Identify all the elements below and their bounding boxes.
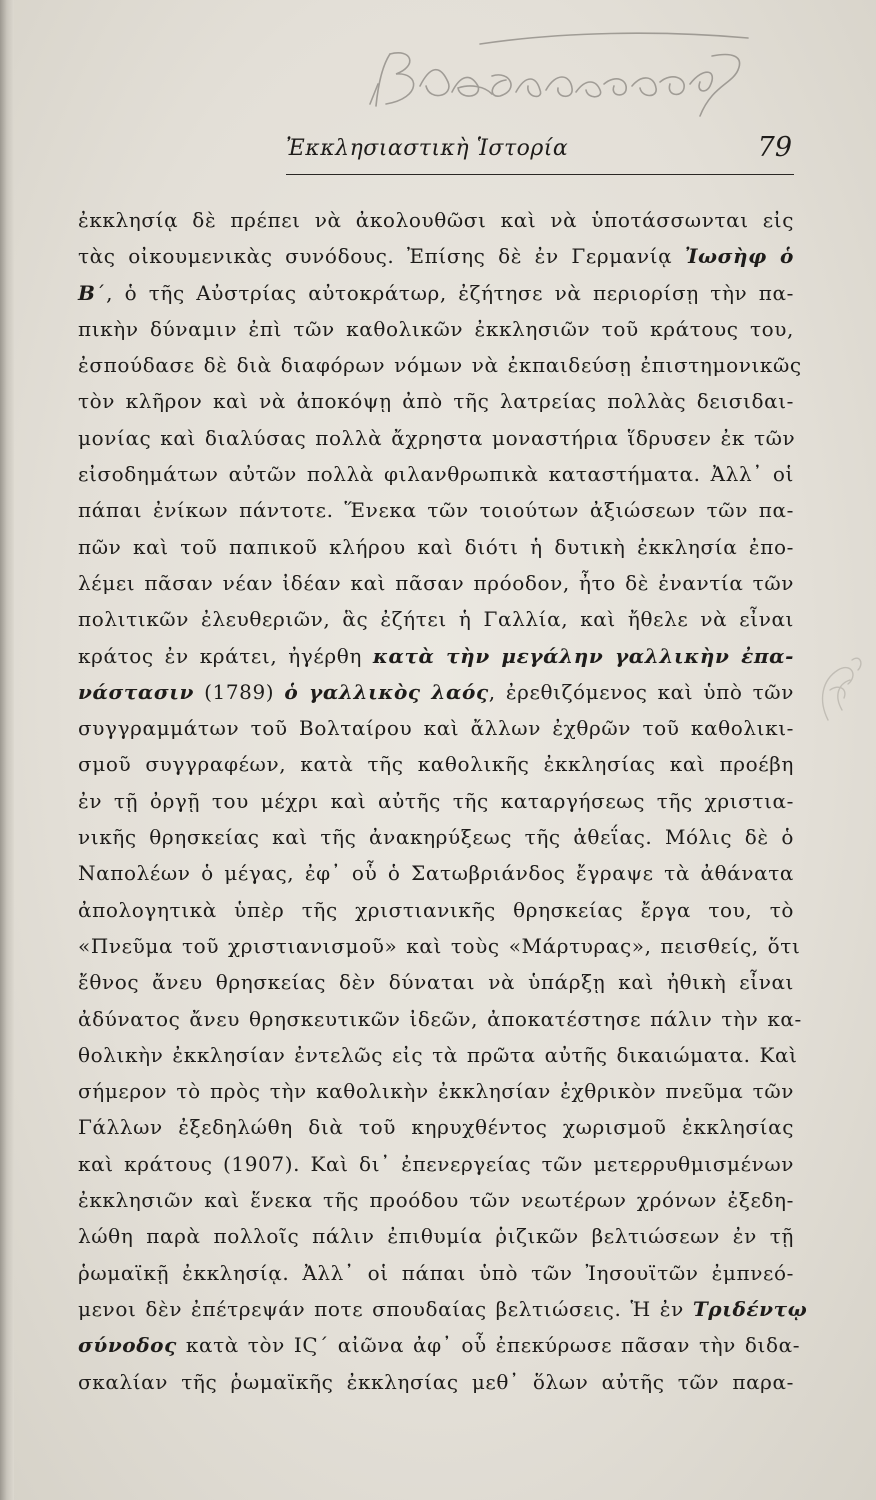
text-segment: πῶν καὶ τοῦ παπικοῦ κλήρου καὶ διότι ἡ δυτικὴ ἐκκλησία ἐπο- <box>78 534 794 559</box>
text-line <box>78 819 794 855</box>
text-line <box>78 674 794 710</box>
text-line <box>78 565 794 601</box>
text-line <box>78 601 794 637</box>
running-header <box>80 126 794 176</box>
text-segment: (1789) <box>193 679 285 704</box>
text-line <box>78 892 794 928</box>
text-segment: κατὰ τὸν ΙϚ΄ αἰῶνα ἀφ᾽ οὗ ἐπεκύρωσε πᾶσαν τὴν διδα- <box>176 1333 801 1358</box>
text-line <box>78 1037 798 1073</box>
emphasized-text: ὁ γαλλικὸς λαός <box>284 679 489 704</box>
text-segment: ἔθνος ἄνευ θρησκείας δὲν δύναται νὰ ὑπάρξῃ καὶ ἠθικὴ εἶναι <box>78 970 794 995</box>
text-segment: λώθη παρὰ πολλοῖς πάλιν ἐπιθυμία ῥιζικῶν βελτιώσεων ἐν τῇ <box>78 1224 794 1249</box>
text-segment: ΄, ὁ τῆς Αὐστρίας αὐτοκράτωρ, ἐζήτησε νὰ περιορίσῃ τὴν πα- <box>95 280 794 305</box>
header-title: Ἐκκλησιαστικὴ Ἱστορία <box>286 136 569 161</box>
text-line <box>78 1073 794 1109</box>
text-line <box>78 383 794 419</box>
text-line <box>78 783 794 819</box>
text-line <box>78 492 794 528</box>
text-segment: ἐν τῇ ὀργῇ του μέχρι καὶ αὐτῆς τῆς καταργήσεως τῆς χριστια- <box>78 788 794 813</box>
text-line <box>78 855 794 891</box>
text-line <box>78 420 794 456</box>
handwritten-pencil-annotation <box>360 26 760 126</box>
text-segment: καὶ κράτους (1907). Καὶ δι᾽ ἐπενεργείας τῶν μετερρυθμισμένων <box>78 1151 794 1176</box>
text-line <box>78 529 794 565</box>
text-line <box>78 638 794 674</box>
emphasized-text: σύνοδος <box>78 1333 177 1358</box>
emphasized-text: Ἰωσὴφ ὁ <box>684 244 794 269</box>
text-segment: ἐκκλησιῶν καὶ ἕνεκα τῆς προόδου τῶν νεωτέρων χρόνων ἐξεδη- <box>78 1188 794 1213</box>
text-line <box>78 1182 794 1218</box>
text-segment: ἐσπούδασε δὲ διὰ διαφόρων νόμων νὰ ἐκπαιδεύσῃ ἐπιστημονικῶς <box>78 353 802 378</box>
text-line <box>78 746 794 782</box>
text-segment: πολιτικῶν ἐλευθεριῶν, ἃς ἐζήτει ἡ Γαλλία, καὶ ἤθελε νὰ εἶναι <box>78 607 794 632</box>
text-line <box>78 928 801 964</box>
text-segment: ῥωμαϊκῇ ἐκκλησίᾳ. Ἀλλ᾽ οἱ πάπαι ὑπὸ τῶν Ἰησουϊτῶν ἐμπνεό- <box>78 1260 794 1285</box>
text-line <box>78 347 802 383</box>
text-segment: ἀπολογητικὰ ὑπὲρ τῆς χριστιανικῆς θρησκείας ἔργα του, τὸ <box>78 897 794 922</box>
header-rule <box>286 174 794 175</box>
text-line <box>78 1146 794 1182</box>
text-segment: τὰς οἰκουμενικὰς συνόδους. Ἐπίσης δὲ ἐν Γερμανίᾳ <box>78 244 685 269</box>
page-spine-shadow <box>0 0 14 1500</box>
margin-pencil-note <box>808 640 868 730</box>
text-segment: πάπαι ἐνίκων πάντοτε. Ἕνεκα τῶν τοιούτων ἀξιώσεων τῶν πα- <box>78 498 794 523</box>
text-segment: Ναπολέων ὁ μέγας, ἐφ᾽ οὗ ὁ Σατωβριάνδος ἔγραψε τὰ ἀθάνατα <box>78 861 794 886</box>
text-segment: , ἐρεθιζόμενος καὶ ὑπὸ τῶν <box>488 679 794 704</box>
emphasized-text: νάστασιν <box>78 679 194 704</box>
emphasized-text: κατὰ τὴν μεγάλην γαλλικὴν ἐπα- <box>372 643 794 668</box>
text-segment: τὸν κλῆρον καὶ νὰ ἀποκόψῃ ἀπὸ τῆς λατρείας πολλὰς δεισιδαι- <box>78 389 794 414</box>
text-line <box>78 311 794 347</box>
text-segment: λέμει πᾶσαν νέαν ἰδέαν καὶ πᾶσαν πρόοδον, ἦτο δὲ ἐναντία τῶν <box>78 570 794 595</box>
text-line <box>78 1255 794 1291</box>
emphasized-text: Β <box>78 280 96 305</box>
text-line <box>78 238 794 274</box>
text-segment: σμοῦ συγγραφέων, κατὰ τῆς καθολικῆς ἐκκλησίας καὶ προέβη <box>78 752 794 777</box>
text-segment: μονίας καὶ διαλύσας πολλὰ ἄχρηστα μοναστήρια ἵδρυσεν ἐκ τῶν <box>78 425 796 450</box>
text-segment: μενοι δὲν ἐπέτρεψάν ποτε σπουδαίας βελτιώσεις. Ἡ ἐν <box>78 1296 693 1321</box>
text-segment: κράτος ἐν κράτει, ἠγέρθη <box>78 643 373 668</box>
text-line <box>78 202 794 238</box>
text-line <box>78 1327 801 1363</box>
text-line <box>78 1001 802 1037</box>
text-segment: πικὴν δύναμιν ἐπὶ τῶν καθολικῶν ἐκκλησιῶν τοῦ κράτους του, <box>78 316 794 341</box>
text-line <box>78 1109 794 1145</box>
text-line <box>78 1218 794 1254</box>
text-line <box>78 275 794 311</box>
text-line <box>78 1291 808 1327</box>
text-segment: συγγραμμάτων τοῦ Βολταίρου καὶ ἄλλων ἐχθρῶν τοῦ καθολικι- <box>78 716 794 741</box>
emphasized-text: Τριδέντῳ <box>692 1296 808 1321</box>
page-number: 79 <box>757 132 792 163</box>
text-segment: Γάλλων ἐξεδηλώθη διὰ τοῦ κηρυχθέντος χωρισμοῦ ἐκκλησίας <box>78 1115 794 1140</box>
text-line <box>78 964 794 1000</box>
text-segment: σήμερον τὸ πρὸς τὴν καθολικὴν ἐκκλησίαν ἐχθρικὸν πνεῦμα τῶν <box>78 1079 794 1104</box>
text-segment: θολικὴν ἐκκλησίαν ἐντελῶς εἰς τὰ πρῶτα αὐτῆς δικαιώματα. Καὶ <box>78 1042 798 1067</box>
text-line <box>78 1364 794 1400</box>
text-line <box>78 710 794 746</box>
text-segment: σκαλίαν τῆς ῥωμαϊκῆς ἐκκλησίας μεθ᾽ ὅλων αὐτῆς τῶν παρα- <box>78 1369 794 1394</box>
body-text <box>78 202 808 1400</box>
text-segment: ἀδύνατος ἄνευ θρησκευτικῶν ἰδεῶν, ἀποκατέστησε πάλιν τὴν κα- <box>78 1006 802 1031</box>
text-segment: εἰσοδημάτων αὐτῶν πολλὰ φιλανθρωπικὰ καταστήματα. Ἀλλ᾽ οἱ <box>78 462 794 487</box>
text-segment: «Πνεῦμα τοῦ χριστιανισμοῦ» καὶ τοὺς «Μάρτυρας», πεισθείς, ὅτι <box>78 933 801 958</box>
text-segment: ἐκκλησίᾳ δὲ πρέπει νὰ ἀκολουθῶσι καὶ νὰ ὑποτάσσωνται εἰς <box>78 208 794 232</box>
text-segment: νικῆς θρησκείας καὶ τῆς ἀνακηρύξεως τῆς ἀθεΐας. Μόλις δὲ ὁ <box>78 825 794 850</box>
text-line <box>78 456 794 492</box>
